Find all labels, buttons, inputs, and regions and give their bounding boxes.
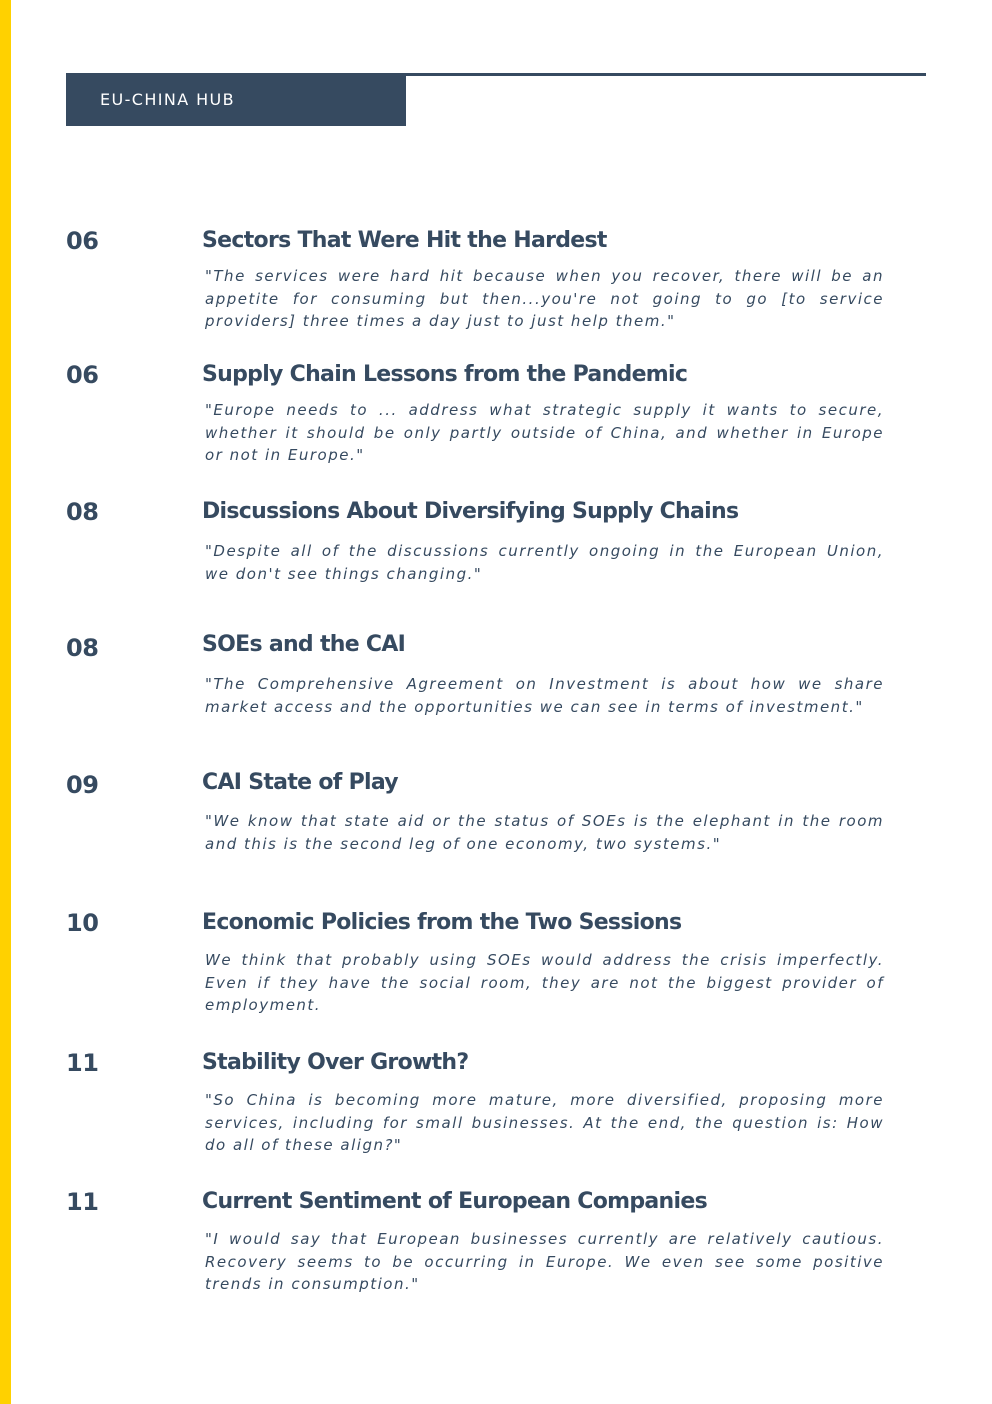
- entry-page-number: 09: [66, 771, 99, 799]
- entry-title: Economic Policies from the Two Sessions: [202, 910, 682, 935]
- entry-title: SOEs and the CAI: [202, 632, 406, 657]
- entry-quote: "The Comprehensive Agreement on Investment is about how we share market access and the opportunities we can see in terms of investment.": [205, 675, 884, 716]
- header-label: EU-CHINA HUB: [100, 90, 236, 109]
- entry-page-number: 11: [66, 1188, 99, 1216]
- entry-quote: "I would say that European businesses currently are relatively cautious. Recovery seems to be occurring in Europe. We even see some positive trends in consumption.": [205, 1230, 884, 1293]
- entry-title: Supply Chain Lessons from the Pandemic: [202, 362, 688, 387]
- entry-title: Discussions About Diversifying Supply Chains: [202, 499, 739, 524]
- entry-page-number: 08: [66, 498, 99, 526]
- entry-page-number: 11: [66, 1049, 99, 1077]
- entry-quote: "The services were hard hit because when you recover, there will be an appetite for consuming but then...you're not going to go [to service providers] three times a day just to just help them.": [205, 267, 884, 330]
- entry-title: Stability Over Growth?: [202, 1050, 469, 1075]
- entry-title: Sectors That Were Hit the Hardest: [202, 228, 607, 253]
- entry-quote: "Europe needs to ... address what strategic supply it wants to secure, whether it should be only partly outside of China, and whether in Europe or not in Europe.": [205, 401, 884, 464]
- entry-quote: "So China is becoming more mature, more diversified, proposing more services, including for small businesses. At the end, the question is: How do all of these align?": [205, 1091, 884, 1154]
- entry-title: CAI State of Play: [202, 770, 398, 795]
- entry-page-number: 10: [66, 909, 99, 937]
- entry-quote: "We know that state aid or the status of SOEs is the elephant in the room and this is the second leg of one economy, two systems.": [205, 812, 884, 853]
- accent-side-bar: [0, 0, 11, 1404]
- entry-quote: "Despite all of the discussions currently ongoing in the European Union, we don't see things changing.": [205, 542, 884, 583]
- entry-page-number: 08: [66, 634, 99, 662]
- entry-title: Current Sentiment of European Companies: [202, 1189, 707, 1214]
- entry-page-number: 06: [66, 227, 99, 255]
- entry-page-number: 06: [66, 361, 99, 389]
- entry-quote: We think that probably using SOEs would address the crisis imperfectly. Even if they have the social room, they are not the biggest provider of employment.: [205, 951, 884, 1014]
